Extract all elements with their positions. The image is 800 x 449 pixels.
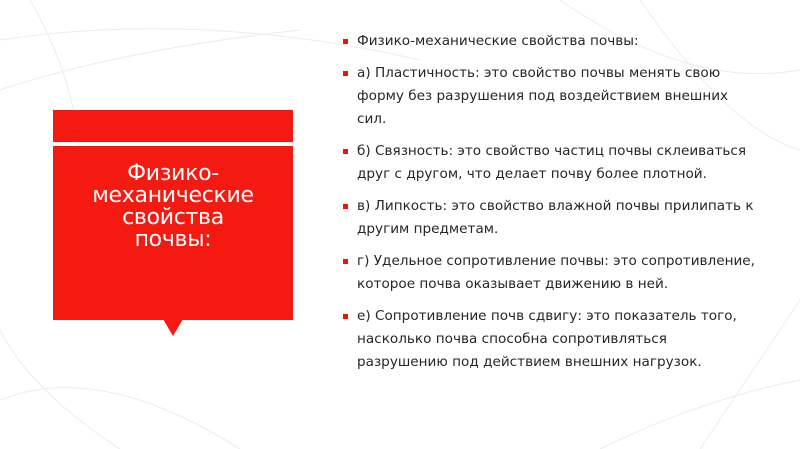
bullet-text: г) Удельное сопротивление почвы: это сопротивление, которое почва оказывает движению в ней. [357, 253, 755, 292]
square-bullet-icon [343, 71, 348, 76]
bullet-item [340, 62, 760, 131]
slide-title-line: механические [92, 183, 254, 208]
bullet-item [340, 250, 760, 296]
bullet-text: б) Связность: это свойство частиц почвы склеиваться друг с другом, что делает почву более плотной. [357, 143, 747, 182]
square-bullet-icon [343, 204, 348, 209]
square-bullet-icon [343, 149, 348, 154]
bullet-item [340, 195, 760, 241]
bullet-text: Физико-механические свойства почвы: [357, 33, 639, 49]
bullet-item [340, 305, 760, 374]
slide-title-line: Физико- [127, 161, 219, 186]
title-box-pointer [163, 319, 183, 336]
slide-title-line: свойства [122, 205, 224, 230]
square-bullet-icon [343, 314, 348, 319]
square-bullet-icon [343, 39, 348, 44]
bullet-item [340, 140, 760, 186]
square-bullet-icon [343, 259, 348, 264]
bullet-text: е) Сопротивление почв сдвигу: это показатель того, насколько почва способна сопротивляться разрушению под действием внешних нагрузок. [357, 308, 737, 370]
slide-title [53, 163, 293, 251]
slide-title-line: почвы: [134, 227, 212, 252]
title-accent-strip [53, 110, 293, 142]
bullet-text: а) Пластичность: это свойство почвы менять свою форму без разрушения под воздействием внешних сил. [357, 65, 729, 127]
bullet-item [340, 30, 760, 53]
bullet-text: в) Липкость: это свойство влажной почвы прилипать к другим предметам. [357, 198, 754, 237]
bullet-list [340, 30, 760, 383]
